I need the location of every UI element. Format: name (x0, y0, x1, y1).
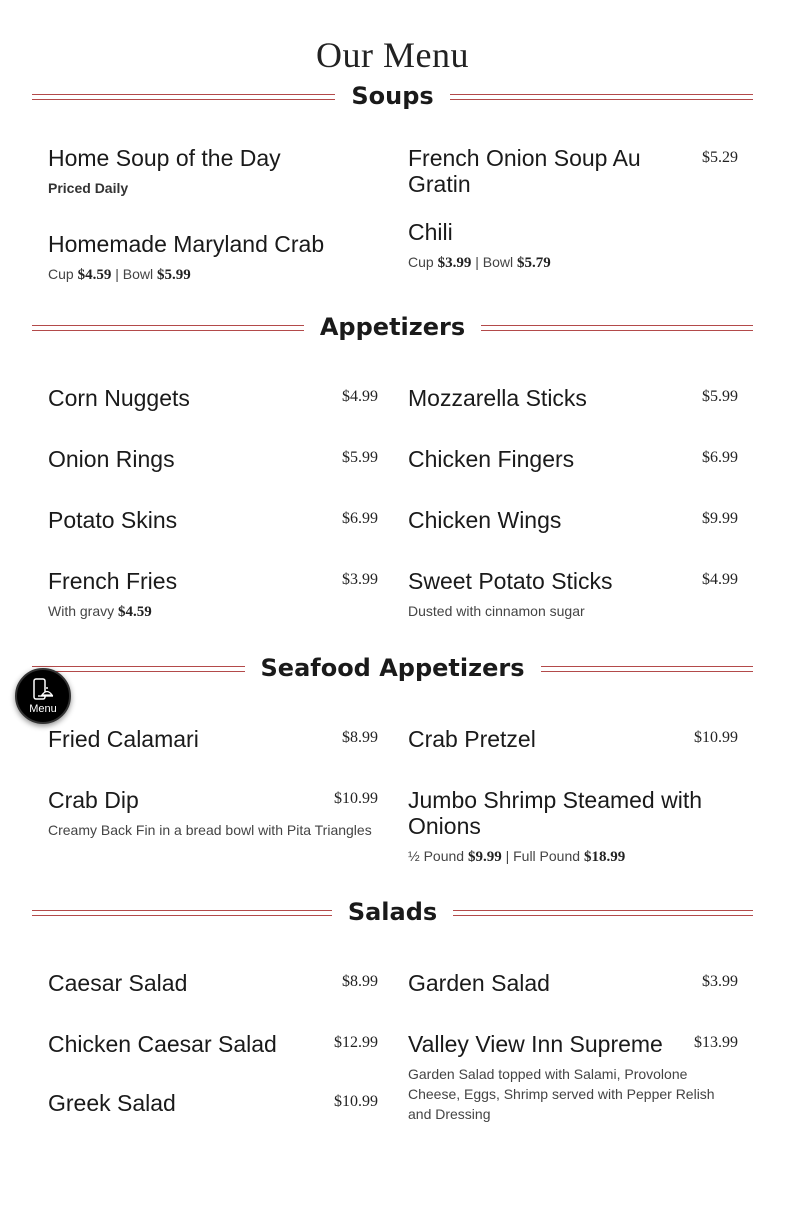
item-price: $3.99 (342, 571, 378, 588)
menu-item (48, 385, 378, 411)
item-description: ½ Pound $9.99 | Full Pound $18.99 (408, 848, 626, 865)
item-price: $8.99 (342, 973, 378, 990)
menu-item (408, 1031, 738, 1124)
menu-item (408, 787, 738, 867)
section-title: Salads (332, 898, 453, 926)
menu-item (408, 145, 738, 198)
menu-item (48, 1031, 378, 1066)
item-price: $4.99 (702, 571, 738, 588)
item-price: $6.99 (702, 449, 738, 466)
item-price: $13.99 (694, 1034, 738, 1051)
item-description: Garden Salad topped with Salami, Provolone Cheese, Eggs, Shrimp served with Pepper Relish and Dressing (408, 1066, 715, 1122)
item-name: Chili (408, 219, 453, 245)
menu-item (408, 507, 738, 533)
item-name: Chicken Caesar Salad (48, 1031, 277, 1057)
menu-grid (0, 970, 785, 1124)
menu-grid (0, 385, 785, 622)
phone-order-icon (32, 678, 54, 702)
menu-item (48, 568, 378, 622)
section-header (32, 648, 753, 688)
item-name: Valley View Inn Supreme (408, 1031, 663, 1057)
menu-item (408, 726, 738, 752)
item-name: Caesar Salad (48, 970, 188, 996)
item-description: With gravy $4.59 (48, 603, 152, 620)
section-header (32, 307, 753, 347)
item-name: Corn Nuggets (48, 385, 190, 411)
item-name: Home Soup of the Day (48, 145, 281, 171)
section-seafood-appetizers (0, 648, 785, 867)
item-price: $10.99 (694, 729, 738, 746)
section-title: Appetizers (304, 313, 481, 341)
item-price: $6.99 (342, 510, 378, 527)
item-name: Mozzarella Sticks (408, 385, 587, 411)
menu-fab-button[interactable] (15, 668, 71, 724)
menu-grid (0, 726, 785, 867)
section-header (32, 892, 753, 932)
menu-item (48, 507, 378, 533)
item-name: Garden Salad (408, 970, 550, 996)
item-description: Creamy Back Fin in a bread bowl with Pita Triangles (48, 822, 372, 838)
item-name: Jumbo Shrimp Steamed with Onions (408, 787, 703, 839)
menu-item (408, 568, 738, 622)
menu-item (48, 787, 378, 867)
menu-item (48, 1090, 378, 1125)
menu-item (48, 231, 378, 285)
item-price: $5.29 (702, 149, 738, 166)
item-name: Sweet Potato Sticks (408, 568, 613, 594)
item-price: $5.99 (702, 388, 738, 405)
item-name: Crab Dip (48, 787, 139, 813)
item-price: $10.99 (334, 1092, 378, 1110)
item-name: French Onion Soup Au Gratin (408, 145, 641, 197)
item-name: Fried Calamari (48, 726, 199, 752)
item-price: $9.99 (702, 510, 738, 527)
item-price: $5.99 (342, 449, 378, 466)
menu-item (408, 970, 738, 996)
menu-item (408, 385, 738, 411)
menu-fab-label: Menu (29, 702, 57, 715)
menu-grid (0, 145, 785, 285)
menu-item (408, 219, 738, 285)
item-description: Cup $4.59 | Bowl $5.99 (48, 266, 191, 283)
section-header (32, 76, 753, 116)
section-title: Soups (335, 82, 449, 110)
item-description: Cup $3.99 | Bowl $5.79 (408, 254, 551, 271)
menu-item (48, 446, 378, 472)
item-price: $4.99 (342, 388, 378, 405)
item-name: Potato Skins (48, 507, 178, 533)
item-name: Greek Salad (48, 1089, 176, 1116)
section-salads (0, 892, 785, 1124)
menu-item (48, 970, 378, 996)
item-description: Dusted with cinnamon sugar (408, 603, 585, 619)
section-appetizers (0, 307, 785, 622)
item-price: $3.99 (702, 973, 738, 990)
item-description: Priced Daily (48, 180, 129, 196)
menu-item (408, 446, 738, 472)
item-name: Chicken Wings (408, 507, 562, 533)
item-name: Onion Rings (48, 446, 175, 472)
section-title: Seafood Appetizers (245, 654, 541, 682)
item-price: $12.99 (334, 1034, 378, 1051)
menu-item (48, 726, 378, 752)
item-name: Crab Pretzel (408, 726, 536, 752)
item-name: Chicken Fingers (408, 446, 575, 472)
item-price: $10.99 (334, 790, 378, 807)
section-soups (0, 76, 785, 285)
item-name: Homemade Maryland Crab (48, 231, 325, 257)
item-name: French Fries (48, 568, 178, 594)
page-title: Our Menu (316, 35, 469, 75)
menu-item (48, 145, 378, 198)
item-price: $8.99 (342, 729, 378, 746)
